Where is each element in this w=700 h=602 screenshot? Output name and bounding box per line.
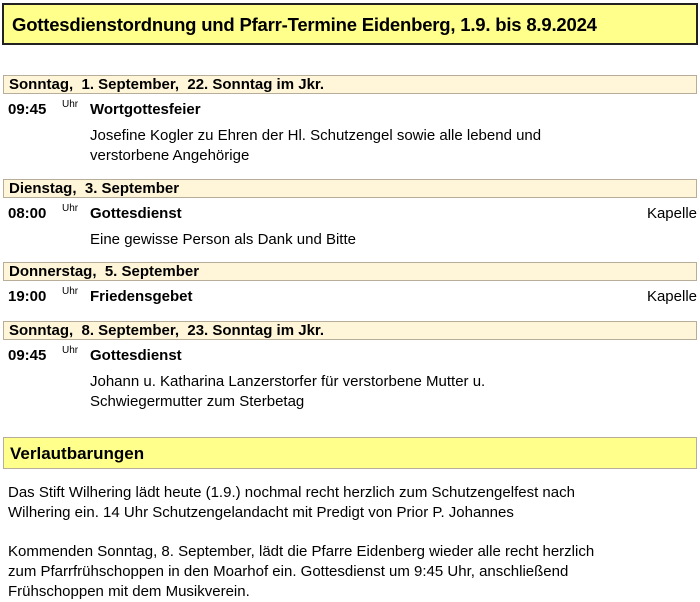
day-header-label: Sonntag, 1. September, 22. Sonntag im Jkr. bbox=[9, 76, 325, 93]
event-description-line: Eine gewisse Person als Dank und Bitte bbox=[90, 231, 356, 248]
day-header-sunday-1 bbox=[3, 75, 697, 94]
announcement-line: Wilhering ein. 14 Uhr Schutzengelandacht mit Predigt von Prior P. Johannes bbox=[8, 504, 514, 521]
day-header-tuesday-3 bbox=[3, 179, 697, 198]
event-location: Kapelle bbox=[646, 205, 697, 222]
event-description bbox=[90, 230, 650, 250]
event-location: Kapelle bbox=[646, 288, 697, 305]
event-uhr-label: Uhr bbox=[62, 99, 79, 110]
event-time: 19:00 bbox=[8, 288, 47, 305]
announcements-heading-box bbox=[3, 437, 697, 469]
day-header-thursday-5 bbox=[3, 262, 697, 281]
announcement-line: zum Pfarrfrühschoppen in den Moarhof ein. Gottesdienst um 9:45 Uhr, anschließend bbox=[8, 563, 569, 580]
event-description bbox=[90, 372, 650, 412]
event-row bbox=[0, 346, 700, 366]
announcement-paragraph bbox=[8, 542, 698, 602]
event-description-line: Josefine Kogler zu Ehren der Hl. Schutzengel sowie alle lebend und bbox=[90, 127, 542, 144]
announcement-paragraph bbox=[8, 483, 698, 523]
day-header-label: Donnerstag, 5. September bbox=[9, 263, 200, 280]
event-title: Gottesdienst bbox=[90, 347, 182, 364]
event-uhr-label: Uhr bbox=[62, 203, 79, 214]
day-header-label: Sonntag, 8. September, 23. Sonntag im Jkr. bbox=[9, 322, 325, 339]
event-description-line: Schwiegermutter zum Sterbetag bbox=[90, 393, 305, 410]
title-box bbox=[2, 3, 698, 45]
event-time: 08:00 bbox=[8, 205, 47, 222]
event-time: 09:45 bbox=[8, 347, 47, 364]
day-header-label: Dienstag, 3. September bbox=[9, 180, 180, 197]
event-row bbox=[0, 287, 700, 307]
event-description-line: verstorbene Angehörige bbox=[90, 147, 250, 164]
event-title: Friedensgebet bbox=[90, 288, 193, 305]
event-time: 09:45 bbox=[8, 101, 47, 118]
event-description-line: Johann u. Katharina Lanzerstorfer für verstorbene Mutter u. bbox=[90, 373, 486, 390]
announcement-line: Das Stift Wilhering lädt heute (1.9.) nochmal recht herzlich zum Schutzengelfest nach bbox=[8, 484, 575, 501]
event-title: Gottesdienst bbox=[90, 205, 182, 222]
event-description bbox=[90, 126, 650, 166]
event-title: Wortgottesfeier bbox=[90, 101, 201, 118]
event-row bbox=[0, 100, 700, 120]
page-title: Gottesdienstordnung und Pfarr-Termine Eidenberg, 1.9. bis 8.9.2024 bbox=[12, 14, 597, 35]
announcement-line: Frühschoppen mit dem Musikverein. bbox=[8, 583, 250, 600]
event-uhr-label: Uhr bbox=[62, 345, 79, 356]
event-row bbox=[0, 204, 700, 224]
announcements-heading: Verlautbarungen bbox=[10, 444, 145, 463]
day-header-sunday-8 bbox=[3, 321, 697, 340]
announcement-line: Kommenden Sonntag, 8. September, lädt die Pfarre Eidenberg wieder alle recht herzlich bbox=[8, 543, 595, 560]
event-uhr-label: Uhr bbox=[62, 286, 79, 297]
